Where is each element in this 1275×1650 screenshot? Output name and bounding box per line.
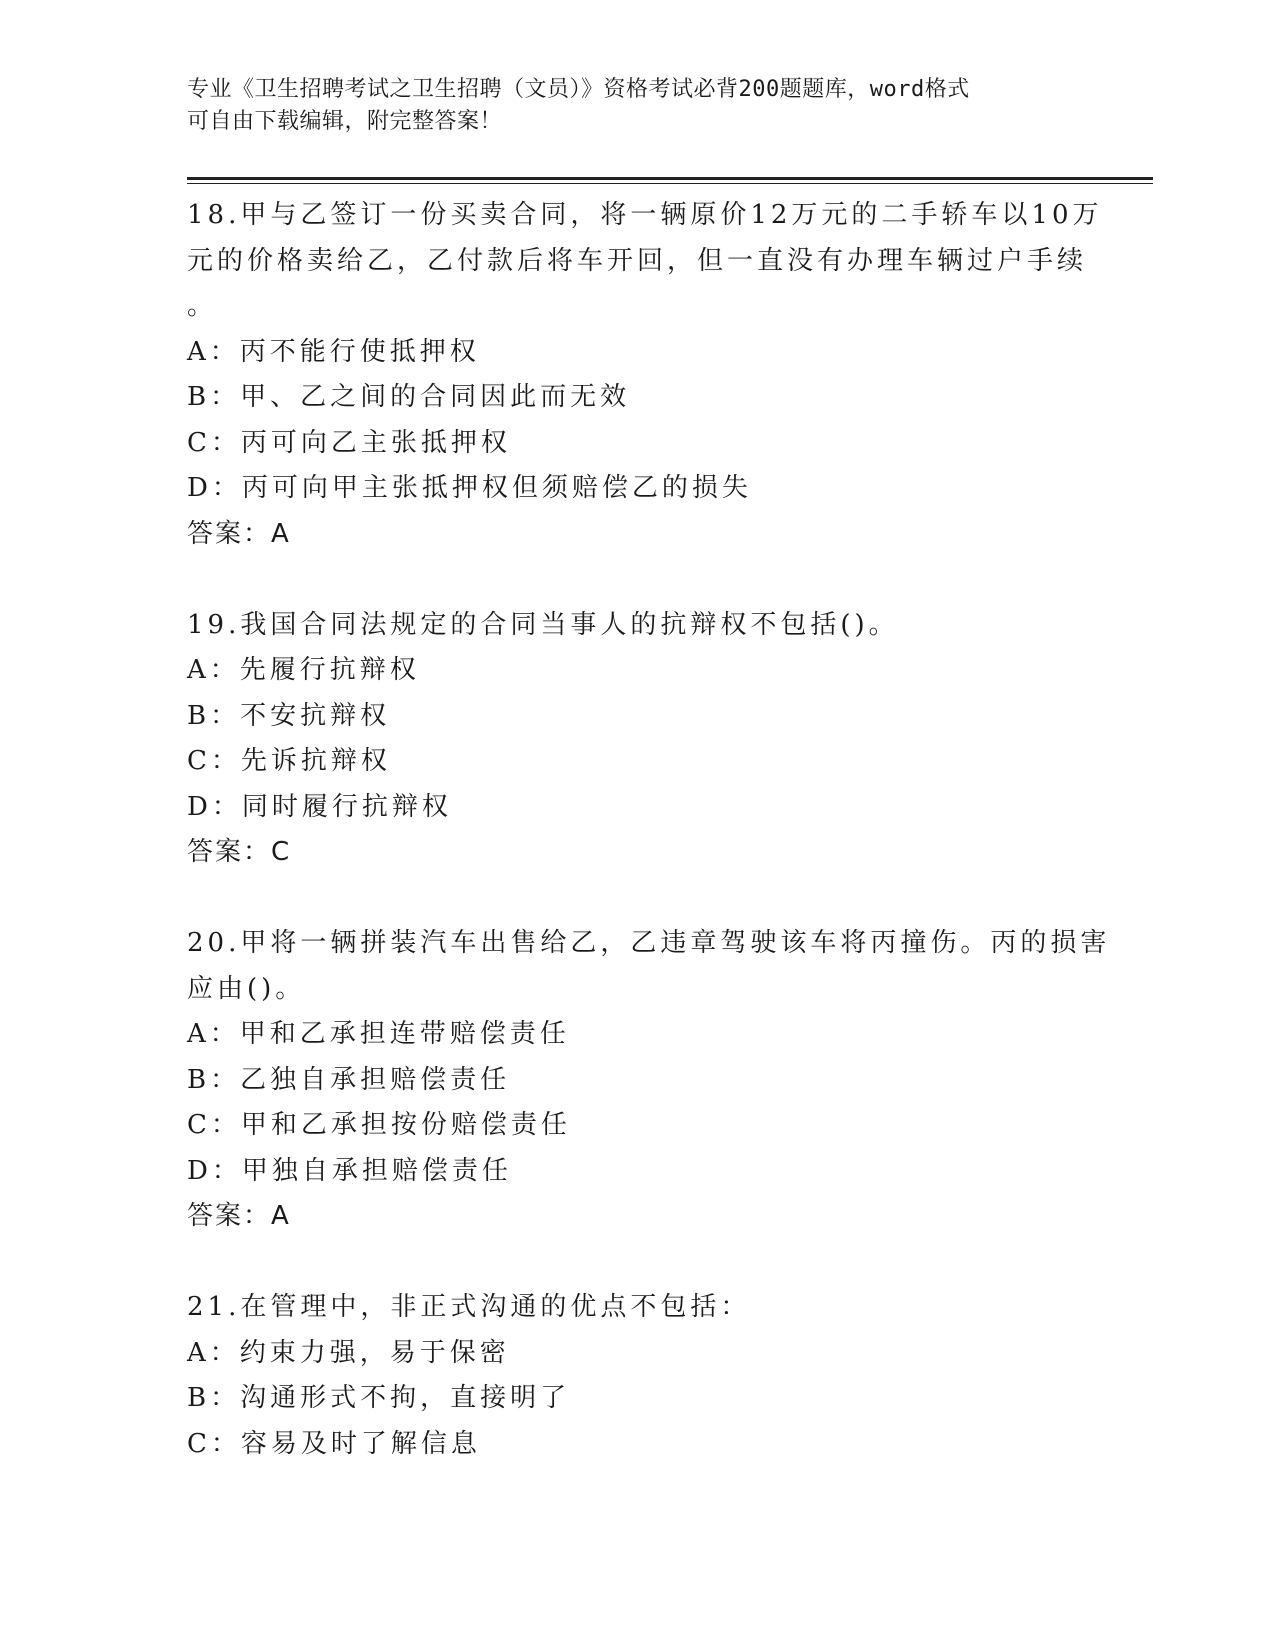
question-stem-line: 。 bbox=[187, 291, 218, 321]
header-divider-thick bbox=[187, 177, 1153, 180]
question-list bbox=[187, 193, 1111, 1467]
option-c: C：甲和乙承担按份赔偿责任 bbox=[187, 1110, 571, 1140]
question-18 bbox=[187, 193, 1103, 557]
answer-line: 答案：A bbox=[187, 1201, 291, 1231]
question-spacer bbox=[187, 876, 1087, 922]
option-b: B：甲、乙之间的合同因此而无效 bbox=[187, 382, 631, 412]
option-d: D：丙可向甲主张抵押权但须赔偿乙的损失 bbox=[187, 473, 752, 503]
answer-line: 答案：A bbox=[187, 518, 291, 549]
question-stem-line: 18.甲与乙签订一份买卖合同，将一辆原价12万元的二手轿车以10万 bbox=[187, 200, 1103, 230]
question-stem-line: 元的价格卖给乙，乙付款后将车开回，但一直没有办理车辆过户手续 bbox=[187, 245, 1088, 276]
question-stem-line: 21.在管理中，非正式沟通的优点不包括： bbox=[187, 1292, 751, 1322]
header-divider-thin bbox=[187, 183, 1153, 184]
option-b: B：不安抗辩权 bbox=[187, 700, 391, 731]
question-21 bbox=[187, 1285, 1087, 1467]
option-a: A：甲和乙承担连带赔偿责任 bbox=[187, 1019, 570, 1049]
question-19 bbox=[187, 603, 1087, 876]
option-b: B：乙独自承担赔偿责任 bbox=[187, 1064, 511, 1095]
option-d: D：甲独自承担赔偿责任 bbox=[187, 1155, 512, 1186]
question-spacer bbox=[187, 557, 1087, 603]
question-stem-line: 20.甲将一辆拼装汽车出售给乙，乙违章驾驶该车将丙撞伤。丙的损害 bbox=[187, 928, 1111, 958]
document-header bbox=[187, 74, 1087, 138]
option-c: C：丙可向乙主张抵押权 bbox=[187, 427, 511, 458]
option-a: A：丙不能行使抵押权 bbox=[187, 336, 480, 367]
question-stem-line: 19.我国合同法规定的合同当事人的抗辩权不包括()。 bbox=[187, 609, 899, 640]
header-line-1: 专业《卫生招聘考试之卫生招聘（文员）》资格考试必背200题题库，word格式 bbox=[187, 77, 970, 102]
header-line-2: 可自由下载编辑，附完整答案！ bbox=[187, 109, 503, 134]
option-b: B：沟通形式不拘，直接明了 bbox=[187, 1383, 571, 1413]
answer-line: 答案：C bbox=[187, 837, 292, 867]
option-d: D：同时履行抗辩权 bbox=[187, 791, 452, 822]
option-c: C：容易及时了解信息 bbox=[187, 1428, 481, 1459]
option-a: A：约束力强，易于保密 bbox=[187, 1337, 510, 1368]
question-stem-line: 应由()。 bbox=[187, 973, 306, 1004]
option-a: A：先履行抗辩权 bbox=[187, 655, 420, 685]
question-spacer bbox=[187, 1240, 1087, 1286]
option-c: C：先诉抗辩权 bbox=[187, 746, 391, 776]
question-20 bbox=[187, 921, 1111, 1240]
